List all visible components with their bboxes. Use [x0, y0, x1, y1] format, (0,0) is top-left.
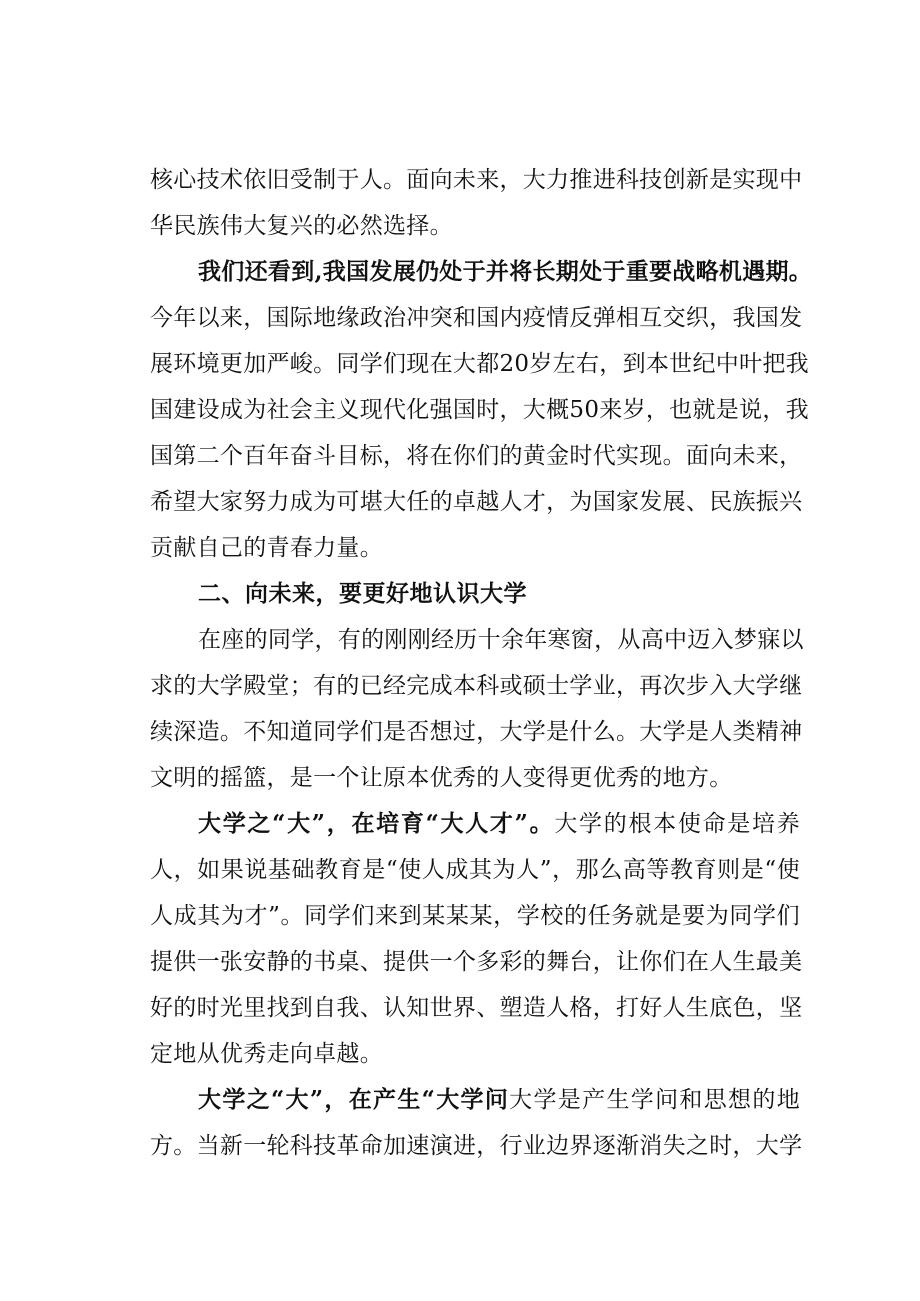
paragraph-first-line — [198, 1084, 800, 1116]
text-line: 文明的摇篮，是一个让原本优秀的人变得更优秀的地方。 — [150, 765, 733, 791]
text-line: 在座的同学，有的刚刚经历十余年寒窗，从高中迈入梦寐以 — [198, 627, 804, 653]
paragraph-first-line — [198, 808, 800, 840]
text-line: 贡献自己的青春力量。 — [150, 535, 383, 561]
text-line: 展环境更加严峻。同学们现在大都20岁左右，到本世纪中叶把我 — [150, 351, 809, 377]
text-line: 核心技术依旧受制于人。面向未来，大力推进科技创新是实现中 — [150, 167, 803, 193]
text-line: 求的大学殿堂；有的已经完成本科或硕士学业，再次步入大学继 — [150, 673, 803, 699]
text-line: 华民族伟大复兴的必然选择。 — [150, 213, 453, 239]
text-line: 今年以来，国际地缘政治冲突和国内疫情反弹相互交织，我国发 — [150, 305, 803, 331]
text-line: 好的时光里找到自我、认知世界、塑造人格，打好人生底色，坚 — [150, 995, 803, 1021]
text-line: 方。当新一轮科技革命加速演进，行业边界逐渐消失之时，大学 — [150, 1133, 803, 1159]
text-line: 人，如果说基础教育是“使人成其为人”，那么高等教育则是“使 — [150, 857, 800, 883]
bold-lead-phrase: 大学之“大”，在培育“大人才”。 — [198, 810, 555, 837]
text-line: 提供一张安静的书桌、提供一个多彩的舞台，让你们在人生最美 — [150, 949, 803, 975]
text-line: 人成其为才”。同学们来到某某某，学校的任务就是要为同学们 — [150, 903, 800, 929]
text-line: 希望大家努力成为可堪大任的卓越人才，为国家发展、民族振兴 — [150, 489, 803, 515]
text-run: 大学是产生学问和思想的地 — [509, 1087, 800, 1113]
bold-lead-phrase: 大学之“大”，在产生“大学问 — [198, 1086, 510, 1113]
text-line: 国建设成为社会主义现代化强国时，大概50来岁，也就是说，我 — [150, 397, 809, 423]
text-line: 国第二个百年奋斗目标，将在你们的黄金时代实现。面向未来， — [150, 443, 803, 469]
section-heading: 二、向未来，要更好地认识大学 — [198, 581, 527, 607]
text-run: 大学的根本使命是培养 — [554, 811, 801, 837]
text-line: 定地从优秀走向卓越。 — [150, 1041, 383, 1067]
bold-lead-sentence: 我们还看到,我国发展仍处于并将长期处于重要战略机遇期。 — [198, 258, 813, 285]
text-line: 续深造。不知道同学们是否想过，大学是什么。大学是人类精神 — [150, 719, 803, 745]
